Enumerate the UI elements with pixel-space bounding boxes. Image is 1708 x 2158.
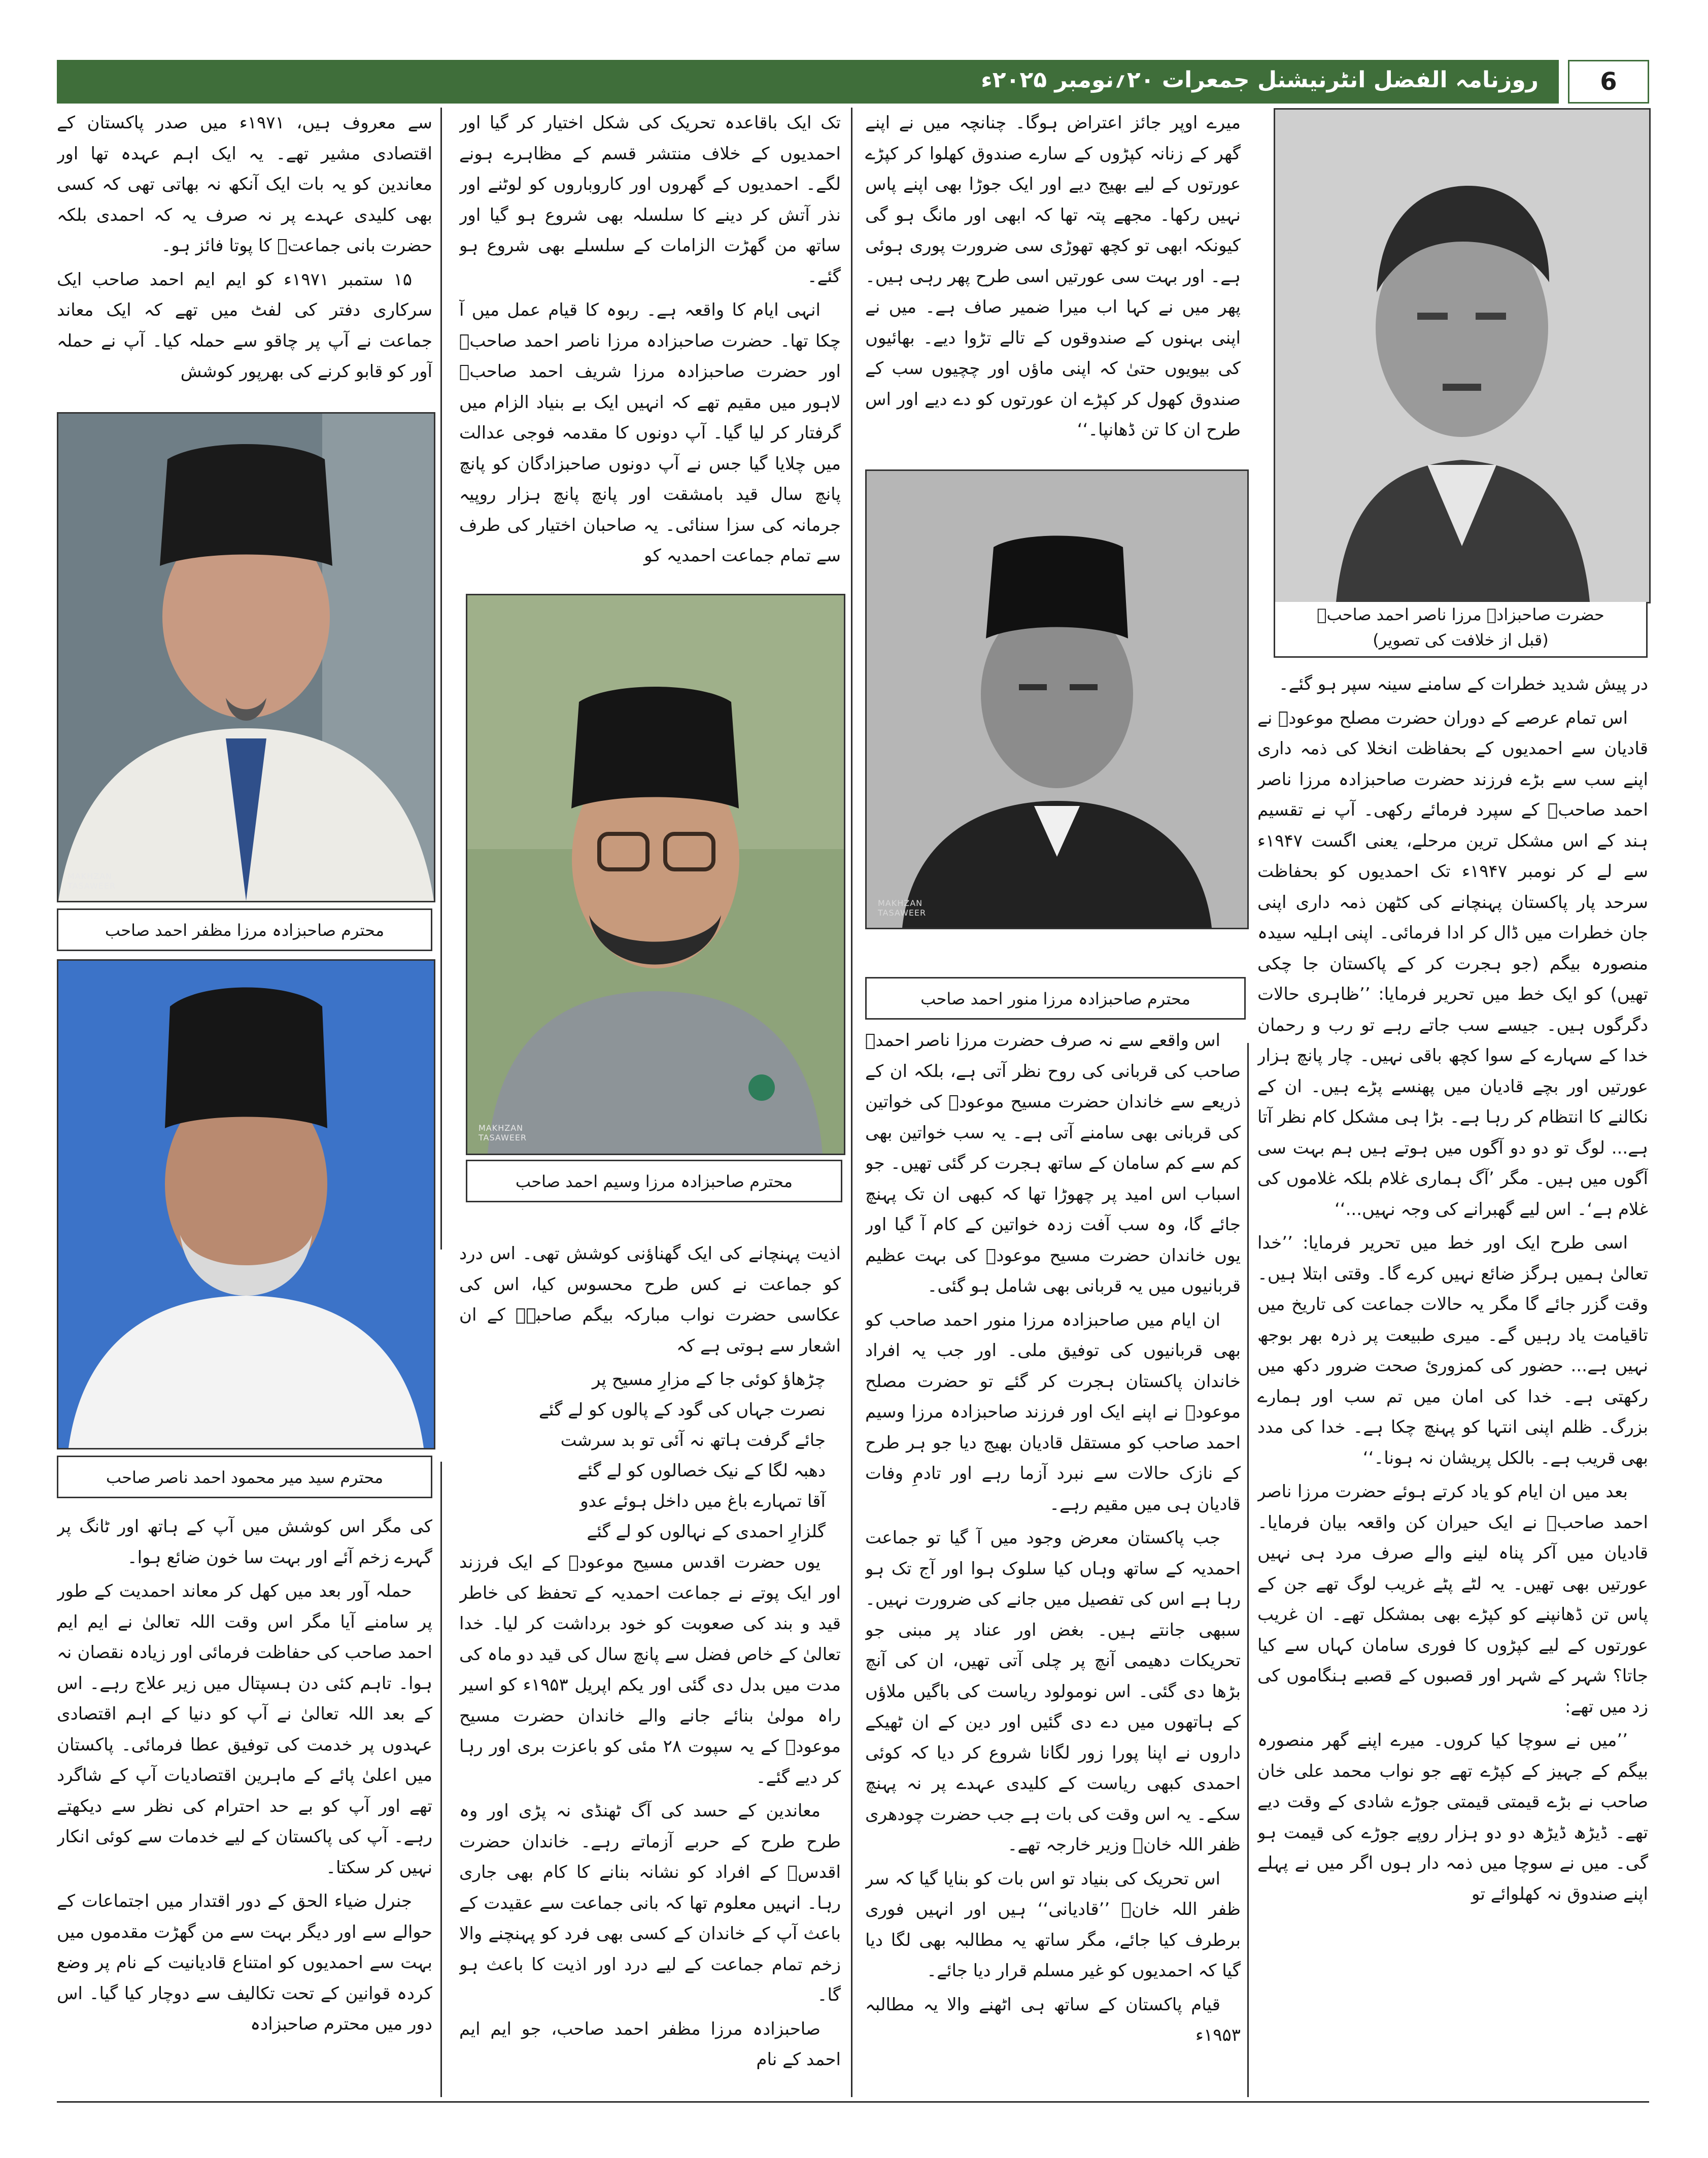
poem-line: نصرت جہاں کی گود کے پالوں کو لے گئے: [538, 1400, 826, 1420]
caption-syed-mahmood-ahmad-nasir: محترم سید میر محمود احمد ناصر صاحب: [57, 1456, 432, 1498]
column-rule: [1247, 1043, 1249, 2097]
paragraph: بعد میں ان ایام کو یاد کرتے ہوئے حضرت مرزا ناصر احمد صاحبؒ نے ایک حیران کن واقعہ بیان فرمایا۔ قادیان میں آکر پناہ لینے والے صرف مرد ہی نہیں عورتیں بھی تھیں۔ یہ لٹے پٹے غریب لوگ تھے جن کے پاس تن ڈھانپنے کو کپڑے بھی بمشکل تھے۔ ان غریب عورتوں کے لیے کپڑوں کا فوری سامان کہاں سے کیا جاتا؟ شہر کے شہر اور قصبوں کے قصبے ہنگاموں کی زد میں تھے:: [1257, 1481, 1648, 1717]
paragraph: اسی طرح ایک اور خط میں تحریر فرمایا: ’’خدا تعالیٰ ہمیں ہرگز ضائع نہیں کرے گا۔ وقتی ابتلا ہیں۔ وقت گزر جائے گا مگر یہ حالات جماعت کی تاریخ میں تاقیامت یاد رہیں گے۔ میری طبیعت پر ذرہ بھر بوجھ نہیں ہے... حضور کی کمزوریٔ صحت ضرور دکھ میں رکھتی ہے۔ خدا کی امان میں تم سب اور ہمارے بزرگ۔ ظلم اپنی انتہا کو پہنچ چکا ہے۔ خدا کی مدد بھی قریب ہے۔ بالکل پریشان نہ ہونا۔‘‘: [1257, 1233, 1648, 1468]
page-number: 6: [1568, 60, 1649, 104]
caption-waseem-ahmad: محترم صاحبزادہ مرزا وسیم احمد صاحب: [466, 1160, 842, 1202]
paragraph: اس تحریک کی بنیاد تو اس بات کو بنایا گیا کہ سر ظفر اللہ خانؓ ’’قادیانی‘‘ ہیں اور انہیں فوری برطرف کیا جائے، مگر ساتھ یہ مطالبہ بھی لگا دیا گیا کہ احمدیوں کو غیر مسلم قرار دیا جائے۔: [865, 1868, 1241, 1981]
paragraph: یوں حضرت اقدس مسیح موعودؑ کے ایک فرزند اور ایک پوتے نے جماعت احمدیہ کے تحفظ کی خاطر قید و بند کی صعوبت کو خود برداشت کر لیا۔ خدا تعالیٰ کے خاص فضل سے پانچ سال کی قید دو ماہ کی مدت میں بدل دی گئی اور یکم اپریل ۱۹۵۳ء کو اسیر راہ مولیٰ بنائے جانے والے خاندان حضرت مسیح موعودؑ کے یہ سپوت ۲۸ مئی کو باعزت بری اور رہا کر دیے گئے۔: [459, 1552, 841, 1788]
poem-line: آقا تمہارے باغ میں داخل ہوئے عدو: [580, 1491, 826, 1511]
column-rule: [440, 1462, 442, 2097]
poem-line: دھبہ لگا کے نیک خصالوں کو لے گئے: [577, 1461, 826, 1481]
paragraph: جب پاکستان معرض وجود میں آ گیا تو جماعت احمدیہ کے ساتھ وہاں کیا سلوک ہوا اور آج تک ہو رہا ہے اس کی تفصیل میں جانے کی ضرورت نہیں۔ سبھی جانتے ہیں۔ بغض اور عناد پر مبنی جو تحریکات دھیمی آنچ پر چلی آتی تھیں، ان کی آنچ بڑھا دی گئی۔ اس نومولود ریاست کی باگیں ملاؤں کے ہاتھوں میں دے دی گئیں اور دین کے ان ٹھیکے داروں نے اپنا پورا زور لگانا شروع کر دیا کہ کوئی احمدی کبھی ریاست کے کلیدی عہدے پر نہ پہنچ سکے۔ یہ اس وقت کی بات ہے جب حضرت چودھری ظفر اللہ خانؓ وزیر خارجہ تھے۔: [865, 1528, 1241, 1855]
paragraph: تک ایک باقاعدہ تحریک کی شکل اختیار کر گیا اور احمدیوں کے خلاف منتشر قسم کے مظاہرے ہونے لگے۔ احمدیوں کے گھروں اور کاروباروں کو لوٹنے اور نذر آتش کر دینے کا سلسلہ بھی شروع ہو گیا اور ساتھ من گھڑت الزامات کے سلسلے بھی شروع ہو گئے۔: [459, 113, 841, 287]
column-1-text: [1257, 669, 1648, 2100]
header-title: روزنامہ الفضل انٹرنیشنل جمعرات ۲۰؍نومبر ۲۰۲۵ء: [981, 67, 1539, 93]
column-3-bottom-text: [459, 1238, 841, 2100]
paragraph: اذیت پہنچانے کی ایک گھناؤنی کوشش تھی۔ اس درد کو جماعت نے کس طرح محسوس کیا، اس کی عکاسی حضرت نواب مبارکہ بیگم صاحبہؓ کے ان اشعار سے ہوتی ہے کہ: [459, 1243, 841, 1356]
watermark: MAKHZAN TASAWEER: [67, 871, 116, 891]
watermark: MAKHZAN TASAWEER: [479, 1123, 527, 1142]
paragraph: قیام پاکستان کے ساتھ ہی اٹھنے والا یہ مطالبہ ۱۹۵۳ء: [865, 1994, 1241, 2045]
photo-muzaffar-ahmad: [57, 412, 435, 902]
column-2-top-text: [865, 108, 1241, 473]
paragraph: سے معروف ہیں، ۱۹۷۱ء میں صدر پاکستان کے اقتصادی مشیر تھے۔ یہ ایک اہم عہدہ تھا اور معاندین کو یہ بات ایک آنکھ نہ بھاتی تھی کہ کسی بھی کلیدی عہدے پر نہ صرف یہ کہ احمدی بلکہ حضرت بانی جماعتؑ کا پوتا فائز ہو۔: [57, 113, 432, 256]
poem-line: چڑھاؤ کوئی جا کے مزارِ مسیح پر: [592, 1369, 826, 1390]
page-header: [57, 60, 1649, 104]
bottom-rule: [57, 2101, 1649, 2103]
header-bar: [57, 60, 1559, 104]
poem: [459, 1364, 841, 1547]
paragraph: صاحبزادہ مرزا مظفر احمد صاحب، جو ایم ایم احمد کے نام: [459, 2018, 841, 2070]
column-2-bottom-text: [865, 1025, 1241, 2100]
paragraph: انہی ایام کا واقعہ ہے۔ ربوہ کا قیام عمل میں آ چکا تھا۔ حضرت صاحبزادہ مرزا ناصر احمد صاحبؒ اور حضرت صاحبزادہ مرزا شریف احمد صاحبؓ لاہور میں مقیم تھے کہ انہیں ایک بے بنیاد الزام میں گرفتار کر لیا گیا۔ آپ دونوں کا مقدمہ فوجی عدالت میں چلایا گیا جس نے آپ دونوں صاحبزادگان کو پانچ پانچ سال قید بامشقت اور پانچ پانچ ہزار روپیہ جرمانہ کی سزا سنائی۔ یہ صاحبان اختیار کی طرف سے تمام جماعت احمدیہ کو: [459, 300, 841, 566]
paragraph: اس تمام عرصے کے دوران حضرت مصلح موعودؓ نے قادیان سے احمدیوں کے بحفاظت انخلا کی ذمہ داری اپنے سب سے بڑے فرزند حضرت صاحبزادہ مرزا ناصر احمد صاحبؒ کے سپرد فرمائے رکھی۔ آپ نے تقسیم ہند کے اس مشکل ترین مرحلے، یعنی اگست ۱۹۴۷ء سے لے کر نومبر ۱۹۴۷ء تک احمدیوں کو بحفاظت سرحد پار پاکستان پہنچانے کی کٹھن ذمہ داری اپنی جان خطرات میں ڈال کر ادا فرمائی۔ اپنی اہلیہ سیدہ منصورہ بیگم (جو ہجرت کر کے پاکستان جا چکی تھیں) کو ایک خط میں تحریر فرمایا: ’’ظاہری حالات دگرگوں ہیں۔ جیسے سب جاتے رہے تو رب و رحمان خدا کے سہارے کے سوا کچھ باقی نہیں۔ چار پانچ ہزار عورتیں اور بچے قادیان میں پھنسے پڑے ہیں۔ ان کے نکالنے کا انتظام کر رہا ہے۔ بڑا ہی مشکل کام نظر آتا ہے... لوگ تو دو دو آگوں میں ہوتے ہیں ہم بہت سی آگوں میں ہیں۔ مگر ’آگ ہماری غلام بلکہ غلاموں کی غلام ہے‘۔ اس لیے گھبرانے کی وجہ نہیں...‘‘: [1257, 707, 1648, 1220]
column-3-top-text: [459, 108, 841, 595]
column-rule: [851, 108, 852, 2097]
photo-waseem-ahmad: [466, 594, 845, 1155]
watermark: MAKHZAN TASAWEER: [878, 898, 927, 918]
paragraph: ’’میں نے سوچا کیا کروں۔ میرے اپنے گھر منصورہ بیگم کے جہیز کے کپڑے تھے جو نواب محمد علی خان صاحب نے بڑے قیمتی قیمتی جوڑے شادی کے وقت دیے تھے۔ ڈیڑھ ڈیڑھ دو دو ہزار روپے جوڑے کی قیمت ہو گی۔ میں نے سوچا میں ذمہ دار ہوں اگر میں نے پہلے اپنے صندوق نہ کھلوائے تو: [1257, 1730, 1648, 1904]
photo-syed-mahmood-ahmad-nasir: [57, 959, 435, 1449]
column-rule: [440, 108, 442, 1250]
column-4-bottom-text: [57, 1511, 432, 2100]
column-4-top-text: [57, 108, 432, 422]
poem-line: گلزارِ احمدی کے نہالوں کو لے گئے: [587, 1522, 826, 1542]
poem-line: جائے گرفت ہاتھ نہ آئی تو بد سرشت: [560, 1430, 826, 1451]
caption-muzaffar-ahmad: محترم صاحبزادہ مرزا مظفر احمد صاحب: [57, 908, 432, 951]
photo-nasir-ahmad: [1274, 108, 1651, 603]
paragraph: میرے اوپر جائز اعتراض ہوگا۔ چنانچہ میں نے اپنے گھر کے زنانہ کپڑوں کے سارے صندوق کھلوا کر کپڑے عورتوں کے لیے بھیج دیے اور ایک جوڑا بھی اپنے پاس نہیں رکھا۔ مجھے پتہ تھا کہ ابھی اور مانگ ہو گی کیونکہ ابھی تو کچھ تھوڑی سی ضرورت پوری ہوئی ہے۔ اور بہت سی عورتیں اسی طرح پھر رہی ہیں۔ پھر میں نے کہا اب میرا ضمیر صاف ہے۔ میں نے اپنی بہنوں کے صندوقوں کے تالے تڑوا دیے۔ بھائیوں کی بیویوں حتیٰ کہ اپنی ماؤں اور چچیوں سب کے صندوق کھول کر کپڑے ان عورتوں کو دے دیے اور اس طرح ان کا تن ڈھانپا۔‘‘: [865, 113, 1241, 440]
paragraph: معاندین کے حسد کی آگ ٹھنڈی نہ پڑی اور وہ طرح طرح کے حربے آزماتے رہے۔ خاندان حضرت اقدسؑ کے افراد کو نشانہ بنانے کا کام بھی جاری رہا۔ انہیں معلوم تھا کہ بانی جماعت سے عقیدت کے باعث آپ کے خاندان کے کسی بھی فرد کو پہنچنے والا زخم تمام جماعت کے لیے درد اور اذیت کا باعث ہو گا۔: [459, 1801, 841, 2005]
paragraph: حملہ آور بعد میں کھل کر معاند احمدیت کے طور پر سامنے آیا مگر اس وقت اللہ تعالیٰ نے ایم ایم احمد صاحب کی حفاظت فرمائی اور زیادہ نقصان نہ ہوا۔ تاہم کئی دن ہسپتال میں زیر علاج رہے۔ اس کے بعد اللہ تعالیٰ نے آپ کو دنیا کے اہم اقتصادی عہدوں پر خدمت کی توفیق عطا فرمائی۔ پاکستان میں اعلیٰ پائے کے ماہرین اقتصادیات آپ کے شاگرد تھے اور آپ کو بے حد احترام کی نظر سے دیکھتے رہے۔ آپ کی پاکستان کے لیے خدمات سے کوئی انکار نہیں کر سکتا۔: [57, 1581, 432, 1878]
paragraph: کی مگر اس کوشش میں آپ کے ہاتھ اور ٹانگ پر گہرے زخم آئے اور بہت سا خون ضائع ہوا۔: [57, 1516, 432, 1568]
paragraph: ۱۵ ستمبر ۱۹۷۱ء کو ایم ایم احمد صاحب ایک سرکاری دفتر کی لفٹ میں تھے کہ ایک معاند جماعت نے آپ پر چاقو سے حملہ کیا۔ آپ نے حملہ آور کو قابو کرنے کی بھرپور کوشش: [57, 269, 432, 382]
caption-munawar-ahmad: محترم صاحبزادہ مرزا منور احمد صاحب: [865, 977, 1246, 1020]
paragraph: اس واقعے سے نہ صرف حضرت مرزا ناصر احمدؒ صاحب کی قربانی کی روح نظر آتی ہے، بلکہ ان کے ذریعے سے خاندان حضرت مسیح موعودؑ کی خواتین کی قربانی بھی سامنے آتی ہے۔ یہ سب خواتین بھی کم سے کم سامان کے ساتھ ہجرت کر گئی تھیں۔ جو اسباب اس امید پر چھوڑا تھا کہ کبھی ان تک پہنچ جائے گا، وہ سب آفت زدہ خواتین کے کام آ گیا اور یوں خاندان حضرت مسیح موعودؑ کی بہت عظیم قربانیوں میں یہ قربانی بھی شامل ہو گئی۔: [865, 1030, 1241, 1296]
caption-nasir-ahmad: حضرت صاحبزادہ مرزا ناصر احمد صاحبؒ (قبل از خلافت کی تصویر): [1274, 602, 1648, 658]
paragraph: جنرل ضیاء الحق کے دور اقتدار میں اجتماعات کے حوالے سے اور دیگر بہت سے من گھڑت مقدموں میں بہت سے احمدیوں کو امتناع قادیانیت کے نام پر وضع کردہ قوانین کے تحت تکالیف سے دوچار کیا گیا۔ اس دور میں محترم صاحبزادہ: [57, 1891, 432, 2034]
paragraph: در پیش شدید خطرات کے سامنے سینہ سپر ہو گئے۔: [1278, 674, 1648, 694]
paragraph: ان ایام میں صاحبزادہ مرزا منور احمد صاحب کو بھی قربانیوں کی توفیق ملی۔ اور جب یہ افراد خاندان پاکستان ہجرت کر گئے تو حضرت مصلح موعودؓ نے اپنے ایک اور فرزند صاحبزادہ مرزا وسیم احمد صاحب کو مستقل قادیان بھیج دیا جو ہر طرح کے نازک حالات سے نبرد آزما رہے اور تادمِ وفات قادیان ہی میں مقیم رہے۔: [865, 1309, 1241, 1514]
photo-munawar-ahmad: [865, 469, 1249, 929]
